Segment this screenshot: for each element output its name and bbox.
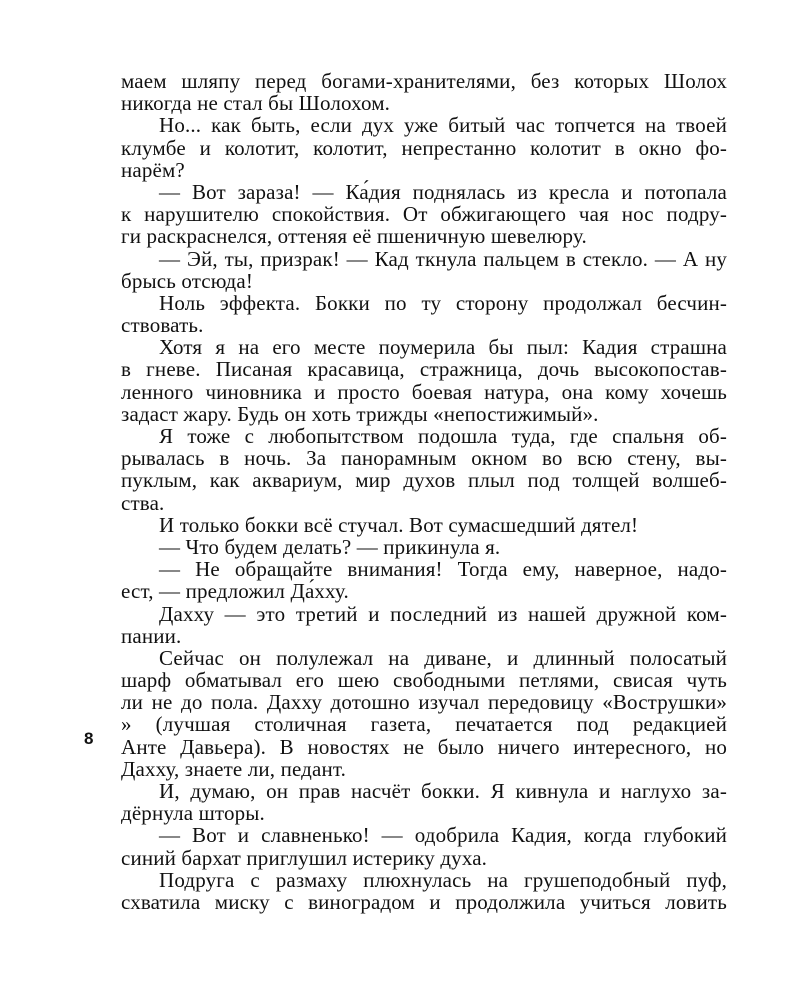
text-line: Дахху, знаете ли, педант.	[121, 756, 347, 781]
text-line: И только бокки всё стучал. Вот сумасшедший дятел!	[159, 512, 639, 537]
text-line: — Эй, ты, призрак! — Кад ткнула пальцем в стекло. — А ну	[159, 246, 727, 271]
page-number: 8	[84, 729, 94, 748]
text-line: клумбе и колотит, колотит, непрестанно колотит в окно фо-	[121, 135, 727, 160]
text-line: синий бархат приглушил истерику духа.	[121, 845, 488, 870]
text-line: рывалась в ночь. За панорамным окном во всю стену, вы-	[121, 446, 727, 471]
text-line: маем шляпу перед богами-хранителями, без которых Шолох	[121, 69, 727, 93]
text-line: Но... как быть, если дух уже битый час топчется на твоей	[159, 113, 727, 138]
text-line: ства.	[121, 490, 165, 515]
text-line: задаст жару. Будь он хоть трижды «непостижимый».	[121, 401, 599, 426]
text-line: — Вот зараза! — Ка́дия поднялась из кресла и потопала	[159, 179, 727, 204]
text-line: Сейчас он полулежал на диване, и длинный полосатый	[159, 645, 727, 670]
text-line: ленного чиновника и просто боевая натура, она кому хочешь	[121, 379, 727, 404]
text-line: Ноль эффекта. Бокки по ту сторону продолжал бесчин-	[159, 290, 727, 315]
text-line: Анте Давьера). В новостях не было ничего интересного, но	[121, 734, 727, 759]
text-line: — Вот и славненько! — одобрила Кадия, когда глубокий	[159, 823, 727, 848]
text-line: брысь отсюда!	[121, 268, 253, 293]
text-line: к нарушителю спокойствия. От обжигающего чая нос подру-	[121, 202, 727, 227]
text-line: Я тоже с любопытством подошла туда, где спальня об-	[159, 424, 727, 448]
text-line: пании.	[121, 623, 182, 648]
text-line: ги раскраснелся, оттеняя её пшеничную шевелюру.	[121, 224, 587, 249]
body-text	[121, 70, 727, 913]
text-line: — Не обращайте внимания! Тогда ему, наверное, надо-	[159, 557, 727, 582]
text-line: — Что будем делать? — прикинула я.	[159, 534, 501, 559]
text-line: дёрнула шторы.	[121, 801, 265, 826]
text-line: ли не до пола. Дахху дотошно изучал передовицу «Вострушки»	[121, 690, 727, 715]
text-line: Дахху — это третий и последний из нашей дружной ком-	[159, 601, 727, 626]
text-line: ест, — предложил Да́хху.	[121, 579, 349, 604]
text-line: пуклым, как аквариум, мир духов плыл под толщей волшеб-	[121, 468, 727, 493]
text-line: шарф обматывал его шею свободными петлями, свисая чуть	[121, 668, 727, 693]
text-line: Хотя я на его месте поумерила бы пыл: Кадия страшна	[159, 335, 727, 360]
text-line: ствовать.	[121, 313, 204, 338]
text-line: никогда не стал бы Шолохом.	[121, 91, 391, 116]
text-line: И, думаю, он прав насчёт бокки. Я кивнула и наглухо за-	[159, 779, 727, 803]
text-line: Подруга с размаху плюхнулась на грушеподобный пуф,	[159, 867, 727, 892]
text-line: нарём?	[121, 157, 185, 182]
text-line: схватила миску с виноградом и продолжила учиться ловить	[121, 889, 727, 914]
text-line: в гневе. Писаная красавица, стражница, дочь высокопостав-	[121, 357, 727, 382]
text-line: » (лучшая столичная газета, печатается под редакцией	[121, 712, 727, 737]
